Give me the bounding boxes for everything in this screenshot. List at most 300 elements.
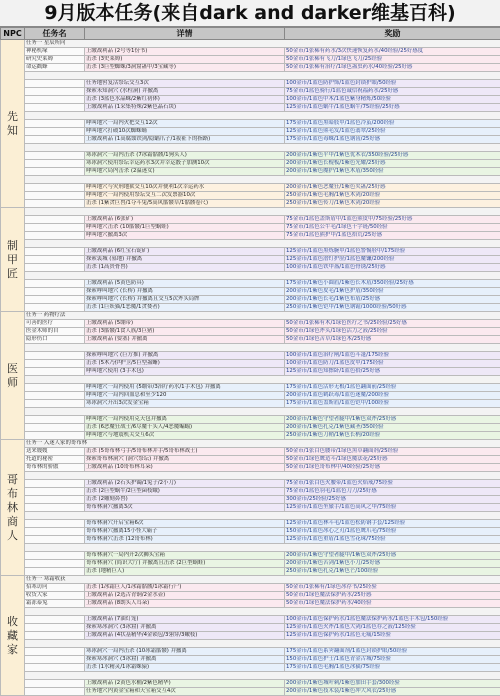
task-name: 送来嫂嫂 <box>25 448 85 456</box>
table-row <box>1 320 500 328</box>
section-row <box>1 240 500 248</box>
table-row <box>1 136 500 144</box>
task-reward: 125金币/1蓝色黑炼腕甲/1蓝色警惕胫甲/175经验 <box>285 248 500 256</box>
task-detail: 哮叫地穴击杀 (10骷髅/1巨型蜗蛙) <box>85 224 285 232</box>
task-reward: 125金币/1蓝色蜗牛/1蓝色蜗牛/75经验/25好感 <box>285 104 500 112</box>
table-row <box>1 584 500 592</box>
header-reward: 奖励 <box>285 28 500 40</box>
task-name <box>25 128 85 136</box>
section-label <box>25 608 500 616</box>
task-reward: 175金币/1紫色小圆盾/1紫色长木盾/350经验/25好感 <box>285 280 500 288</box>
section-row <box>1 640 500 648</box>
task-reward: 200金币/1紫色城叶刺/1紫色加田手套/300经验 <box>285 680 500 688</box>
header-detail: 详情 <box>85 28 285 40</box>
task-name: 收货大家 <box>25 592 85 600</box>
task-name <box>25 288 85 296</box>
task-reward: 125金币/1蓝色重盾/1蓝色雪花珠/75经验 <box>285 536 500 544</box>
section-label <box>25 408 500 416</box>
task-detail: 哮叫地穴一局内使用克天包并撤离 <box>85 416 285 424</box>
task-detail: 上缴战利品 (7油灯笼) <box>85 616 285 624</box>
task-name <box>25 536 85 544</box>
task-name <box>25 424 85 432</box>
npc-cell: 医 师 <box>1 312 25 440</box>
task-reward: 50金币/1绿色斧头/1绿色活力之液/25经验 <box>285 328 500 336</box>
task-reward: 50金币/1绿色魔法保护药水/25好感 <box>285 592 500 600</box>
table-row <box>1 120 500 128</box>
task-detail: 上缴战利品 (1采集特殊/2紫色晶石块) <box>85 104 285 112</box>
task-reward: 100金币/1蓝色治疗闸/1蓝色斗篷/175经验 <box>285 352 500 360</box>
task-reward: 175金币/1蓝色活形无根/1蓝色翻面前/25经验 <box>285 384 500 392</box>
task-name <box>25 256 85 264</box>
section-label: 任务一 药物疗法 <box>25 312 500 320</box>
task-detail: 探索哮叫地穴 (长桥) 并撤离且交互5次斧头局牌 <box>85 296 285 304</box>
task-detail: 上缴战利品 (5黄色防具) <box>85 280 285 288</box>
section-label <box>25 472 500 480</box>
task-name <box>25 624 85 632</box>
task-detail: 哮叫地穴使用 (3手术包) <box>85 368 285 376</box>
section-label <box>25 240 500 248</box>
task-detail: 上缴战利品 (4状基精华/4金锁包/3翎穿/3嫩枝) <box>85 632 285 640</box>
task-reward: 100金币/1蓝色保护药水/1蓝色魔法保护药水/1蓝色手术包/150经验 <box>285 616 500 624</box>
section-label: 任务一 入迷人家的哥布林 <box>25 440 500 448</box>
task-detail: 哥布林洞穴击杀 (12哥布林) <box>85 536 285 544</box>
table-row <box>1 360 500 368</box>
task-name: 哥布林的骄傲 <box>25 464 85 472</box>
task-reward: 250金币/1紫色铠甲/1紫色钢锯/1000经验/50好感 <box>285 304 500 312</box>
section-label <box>25 344 500 352</box>
task-name <box>25 248 85 256</box>
task-detail: 击杀 (1高贵骨兽) <box>85 264 285 272</box>
task-detail: 探索衷城 (墓地) 并撤离 <box>85 256 285 264</box>
task-detail: 上缴战利品 (6张矿) <box>85 216 285 224</box>
task-detail: 击杀 (2雕刻鼻兽) <box>85 496 285 504</box>
task-reward: 250金币/1紫色毛胸/1紫色木剑/20经验 <box>285 192 500 200</box>
task-detail: 探索寒冰洞穴 (3冰窟) 并撤离 <box>85 656 285 664</box>
task-name <box>25 168 85 176</box>
task-detail: 哥布林洞穴撤离3次 <box>85 504 285 512</box>
task-reward: 125金币/1蓝色知擦卧/1蓝色拾/25好感 <box>285 368 500 376</box>
task-name: 霜冻泰兔 <box>25 600 85 608</box>
task-name <box>25 528 85 536</box>
task-detail: 探索哮叫地穴 (巨方推) 并撤离 <box>85 352 285 360</box>
task-detail: 击杀 (地精巨人) <box>85 568 285 576</box>
section-row <box>1 72 500 80</box>
table-row <box>1 64 500 72</box>
table-row <box>1 168 500 176</box>
table-row <box>1 336 500 344</box>
task-reward: 50金币/1张稀有/1绿色冰存书/25经验 <box>285 584 500 592</box>
task-reward: 50金币/1绿色苦草/1绿色木/25好感 <box>285 336 500 344</box>
task-reward: 50金币/1张稀有药水/3次快速恢复药水/40经验/25好感度 <box>285 48 500 56</box>
task-detail: 探索哥布林洞穴 (洞穴祭坛) 并撤离 <box>85 456 285 464</box>
section-label <box>25 112 500 120</box>
table-row <box>1 200 500 208</box>
table-row <box>1 560 500 568</box>
section-label <box>25 544 500 552</box>
table-row <box>1 96 500 104</box>
task-reward: 75金币/1蓝色羽毛/1蓝色刀刀/25好感 <box>285 488 500 496</box>
table-row <box>1 192 500 200</box>
task-name <box>25 568 85 576</box>
task-detail: 哮叫地穴局内击杀 (2温迷女) <box>85 168 285 176</box>
task-name: 命运戳蜂 <box>25 64 85 72</box>
task-detail: 哥布林洞穴开启宝箱6次 <box>85 520 285 528</box>
task-reward: 200金币/1紫色皮毛/1紫色护盾/350经验 <box>285 288 500 296</box>
task-reward: 100金币/1蓝色防护饰/1蓝色封锁护眼/50经验 <box>285 80 500 88</box>
task-name <box>25 616 85 624</box>
section-row <box>1 344 500 352</box>
table-row <box>1 496 500 504</box>
table-row <box>1 536 500 544</box>
task-reward: 50金币/1张白色腰带/1绿色黑草翻面剂/25经验 <box>285 448 500 456</box>
task-name: 医金术师的自 <box>25 328 85 336</box>
task-detail: 击杀 (6恶魔狂战士/6尽魔千头人/4恶魔蝙蝠) <box>85 424 285 432</box>
task-reward: 150金币/1蓝色护士/1蓝色青金古城/75经验 <box>285 656 500 664</box>
task-reward: 200金币/1紫色魔护/1紫色木盾/350经验 <box>285 168 500 176</box>
task-name <box>25 416 85 424</box>
table-row <box>1 688 500 696</box>
task-detail: 上缴战利品 (2黄色水桶/2紫色精华) <box>85 680 285 688</box>
task-reward: 125金币/1蓝色潜钉护胫/1蓝色魔镰/200经验 <box>285 256 500 264</box>
table-row <box>1 160 500 168</box>
task-detail: 探索寒冰洞穴 (3冰窟) 并撤离 <box>85 624 285 632</box>
page-title: 9月版本任务(来自dark and darker维基百科) <box>0 0 500 27</box>
task-name <box>25 200 85 208</box>
section-row <box>1 272 500 280</box>
task-name <box>25 192 85 200</box>
table-row <box>1 504 500 512</box>
task-detail: 击杀 (3史莱姆) <box>85 56 285 64</box>
table-row <box>1 464 500 472</box>
task-detail: 击杀 (1紫贪巨兽/1夺斗兔/5高风骷髅草/1骷髅卷尺) <box>85 200 285 208</box>
task-reward: 75金币/1蓝色熊护甲/1蓝色拾荒/25好感 <box>285 232 500 240</box>
table-row <box>1 128 500 136</box>
task-name: 研究史莱姆 <box>25 56 85 64</box>
task-reward: 50金币/1张稀有治疗/1绿色蛊虫药水/40经验/25好感 <box>285 64 500 72</box>
section-row <box>1 608 500 616</box>
table-row <box>1 616 500 624</box>
task-detail: 上缴战利品 (8朗头人耳朵) <box>85 600 285 608</box>
table-row <box>1 392 500 400</box>
quest-table <box>0 27 500 696</box>
task-name <box>25 688 85 696</box>
task-detail: 击杀 (3蓝色水晶蛛/2紫红初体) <box>85 96 285 104</box>
section-row <box>1 440 500 448</box>
task-reward: 200金币/1紫色守望者腿甲/1紫色双斧/25好感 <box>285 552 500 560</box>
task-name <box>25 520 85 528</box>
task-detail: 哥布林洞穴一局内开2次狮头宝箱 <box>85 552 285 560</box>
section-row <box>1 544 500 552</box>
task-reward: 125金币/1蓝色坐旅手/1蓝色高风之甲/75经验 <box>285 504 500 512</box>
section-label: 任务一 寒霜收获 <box>25 576 500 584</box>
table-row <box>1 248 500 256</box>
task-detail: 哮叫地穴一局内火把交互12次 <box>85 120 285 128</box>
task-detail: 击杀 (3巨型蜘蛛/3洞窟蛊甲/3宝藏等) <box>85 64 285 72</box>
task-detail: 哥布林洞穴 (简识大厅) 并撤离且击杀 (2巨型蜗蛙) <box>85 560 285 568</box>
task-reward: 175金币/1蓝色毒蛛/1蓝色钢齿/25好感 <box>285 136 500 144</box>
table-row <box>1 600 500 608</box>
npc-cell: 哥 布 林 商 人 <box>1 440 25 576</box>
task-detail: 击杀 (3骷髅/1食人族/3巨猪) <box>85 328 285 336</box>
task-name <box>25 296 85 304</box>
table-row <box>1 552 500 560</box>
task-detail: 上缴战利品 (要塞) 并撤离 <box>85 336 285 344</box>
task-reward: 200金币/1紫色守望者腿甲/1紫色双斧/25好感 <box>285 416 500 424</box>
task-reward: 50金币/1绿色鹰造斗/1绿色魔法花/25好感 <box>285 456 500 464</box>
task-detail: 寒冰洞穴开出3次发金宝箱 <box>85 400 285 408</box>
section-row <box>1 312 500 320</box>
task-reward: 75金币/1张白色火腰带/1蓝色火焰戒/75经验 <box>285 480 500 488</box>
task-reward: 175金币/1蓝色系霁翻面剂/1蓝色封锁护眼/50经验 <box>285 648 500 656</box>
task-name <box>25 480 85 488</box>
task-name <box>25 304 85 312</box>
npc-cell: 收 藏 家 <box>1 576 25 696</box>
task-reward: 75金币/1蓝色公牛毛/1绿色十字链/50经验 <box>285 224 500 232</box>
task-reward: 200金币/1紫色长棍板/1紫色光耀/25好感 <box>285 160 500 168</box>
task-name <box>25 184 85 192</box>
section-label <box>25 512 500 520</box>
section-label <box>25 72 500 80</box>
task-detail: 上缴战利品 (1高腐蚀铁剑/隐蝠爪子/1祓祉下的指路) <box>85 136 285 144</box>
task-reward: 150金币/1蓝色冰心之刃/1蓝色鹰爪毛/75经验 <box>285 528 500 536</box>
task-name <box>25 224 85 232</box>
task-name <box>25 80 85 88</box>
table-row <box>1 680 500 688</box>
task-reward: 100金币/1蓝色铁甲盔/1蓝色骨锈/25好感 <box>285 264 500 272</box>
header-task: 任务名 <box>25 28 85 40</box>
table-row <box>1 480 500 488</box>
section-label <box>25 176 500 184</box>
task-name <box>25 152 85 160</box>
task-detail: 任务地窖复活祭坛交互3次 <box>85 80 285 88</box>
task-reward: 100金币/1蓝色中木/1蓝色紫身精炼/50经验 <box>285 96 500 104</box>
section-row <box>1 376 500 384</box>
section-row <box>1 144 500 152</box>
task-name <box>25 280 85 288</box>
task-name <box>25 352 85 360</box>
table-row <box>1 232 500 240</box>
task-detail: 哮叫地穴一局内回血总和至少120 <box>85 392 285 400</box>
task-name <box>25 400 85 408</box>
section-row <box>1 112 500 120</box>
table-row <box>1 224 500 232</box>
task-name <box>25 160 85 168</box>
quest-table-body <box>1 40 500 696</box>
task-detail: 任务地穴内黄金宝箱和天宝箱交互4次 <box>85 688 285 696</box>
task-name <box>25 384 85 392</box>
task-reward: 75金币/1蓝色骑行/1蓝色诚信祝福药水/25好感 <box>285 88 500 96</box>
task-name: 招寒访问 <box>25 584 85 592</box>
task-name <box>25 656 85 664</box>
task-name: 托道的秘密 <box>25 456 85 464</box>
task-reward: 200金币/1紫色技术装/1紫色冲大风衣/25好感 <box>285 688 500 696</box>
section-label <box>25 640 500 648</box>
task-name: 可善的医疗 <box>25 320 85 328</box>
task-detail: 上缴战利品 (2石头护镯/1兔子/2小刀) <box>85 480 285 488</box>
table-row <box>1 624 500 632</box>
task-reward: 50金币/1绿色哥布林甲/40经验/25好感 <box>285 464 500 472</box>
table-row <box>1 256 500 264</box>
task-detail: 探索哮叫地穴 (长桥) 并撤离 <box>85 288 285 296</box>
npc-cell: 制 甲 匠 <box>1 208 25 312</box>
table-row <box>1 296 500 304</box>
task-name <box>25 432 85 440</box>
table-row <box>1 568 500 576</box>
task-reward: 200金币/1紫色扎克/1紫色藏圣/350经验 <box>285 424 500 432</box>
table-row <box>1 88 500 96</box>
table-row <box>1 304 500 312</box>
task-name <box>25 88 85 96</box>
task-name <box>25 504 85 512</box>
task-name <box>25 136 85 144</box>
task-reward: 200金币/1紫色恶魔狂/1紫色夹蛊/25好感 <box>285 184 500 192</box>
task-reward: 125金币/1蓝色林斗毛/1蓝色松防钢手套/125经验 <box>285 520 500 528</box>
table-row <box>1 184 500 192</box>
task-detail: 寒冰洞穴一局内击杀 (7冰霜骷髅/1狗头人) <box>85 152 285 160</box>
table-row <box>1 104 500 112</box>
task-name <box>25 264 85 272</box>
table-row <box>1 448 500 456</box>
table-row <box>1 368 500 376</box>
task-reward: 200金币/1紫色苦剑/1紫色小刀/25好感 <box>285 560 500 568</box>
task-detail: 哥布林洞穴撤离15小怪大霸子 <box>85 528 285 536</box>
task-reward: 175金币/1蓝色黑暗肢甲/1蓝色冷茧/200经验 <box>285 120 500 128</box>
task-name <box>25 368 85 376</box>
table-row <box>1 488 500 496</box>
task-reward: 50金币/1绿色魔法保护药水/40经验 <box>285 600 500 608</box>
task-detail: 哮叫地穴与灾刑地狱交互10次并便利1次幸运药水 <box>85 184 285 192</box>
task-detail: 击杀 (2巨型蜗牛/2巨型菌枝蛾) <box>85 488 285 496</box>
task-reward: 250金币/1紫色传刀/1紫色木剑/20经验 <box>285 200 500 208</box>
section-label <box>25 672 500 680</box>
section-row <box>1 672 500 680</box>
task-detail: 上缴战利品 (2选古青铜/2金水壶) <box>85 592 285 600</box>
header-row <box>1 28 500 40</box>
task-reward: 250金币/1紫色扎克/1紫色芒/100经验 <box>285 568 500 576</box>
task-name: 隐形伤口 <box>25 336 85 344</box>
table-row <box>1 456 500 464</box>
section-row <box>1 208 500 216</box>
task-reward: 100金币/1蓝色防刀/1蓝色皮甲/175经验 <box>285 360 500 368</box>
section-label <box>25 144 500 152</box>
task-name <box>25 680 85 688</box>
table-row <box>1 520 500 528</box>
task-detail: 击杀 (5木乃伊护卫/5巨型蛊蜥) <box>85 360 285 368</box>
task-name <box>25 96 85 104</box>
task-detail: 哮叫地穴与地震机关交互6次 <box>85 432 285 440</box>
task-name <box>25 496 85 504</box>
task-name <box>25 120 85 128</box>
task-detail: 上缴战利品 (5绷带) <box>85 320 285 328</box>
task-reward: 175金币/1蓝色盖斯盾/1蓝色铠甲/100经验 <box>285 400 500 408</box>
table-row <box>1 592 500 600</box>
task-reward: 125金币/1蓝色火斧/1蓝色大剑/1蓝色存之液/125经验 <box>285 624 500 632</box>
task-detail: 上缴战利品 (2号等1份书) <box>85 48 285 56</box>
task-detail: 寒冰洞穴使用祭坛幸运药水3次并幸运骰子加测10次 <box>85 160 285 168</box>
task-reward: 75金币/1蓝色盖斯盾甲/1蓝色熊皮甲/75经验/25好感 <box>285 216 500 224</box>
section-row <box>1 576 500 584</box>
task-reward: 50金币/1张稀有飞刀/1绿色飞刀/25经验 <box>285 56 500 64</box>
table-row <box>1 664 500 672</box>
task-reward: 125金币/1蓝色熊毛发/1蓝色翡翠/25经验 <box>285 128 500 136</box>
task-detail: 哮叫地穴打破10次蜘蛛蛹 <box>85 128 285 136</box>
task-name <box>25 552 85 560</box>
task-name: 神秘机缘 <box>25 48 85 56</box>
section-label: 任务一 星辰所向 <box>25 40 500 48</box>
task-name <box>25 488 85 496</box>
section-row <box>1 40 500 48</box>
section-label <box>25 272 500 280</box>
task-reward: 50金币/1张稀有木/1绿色医疗之书/25经验/25好感 <box>285 320 500 328</box>
table-row <box>1 280 500 288</box>
table-row <box>1 424 500 432</box>
section-label <box>25 208 500 216</box>
task-detail: 哮叫地穴一局内使用祭坛交互二次发票器10次 <box>85 192 285 200</box>
section-row <box>1 176 500 184</box>
table-row <box>1 384 500 392</box>
npc-cell: 先 知 <box>1 40 25 208</box>
task-name <box>25 392 85 400</box>
task-reward: 125金币/1蓝色保护药水/1蓝色无痛/15经验 <box>285 632 500 640</box>
task-detail: 哮叫地穴一局内使用 (5绷带/3治疗药水/1手术包) 并撤离 <box>85 384 285 392</box>
table-row <box>1 80 500 88</box>
task-reward: 300金币/25经验/25好感 <box>285 496 500 504</box>
task-detail: 击杀 (1冰霜巨人/1冰霜骷髅/1冰霜行尸) <box>85 584 285 592</box>
table-row <box>1 264 500 272</box>
header-npc: NPC <box>1 28 25 40</box>
task-detail: 击杀 (1巨妖猫/1恶魔/1贪婪者) <box>85 304 285 312</box>
task-name <box>25 664 85 672</box>
table-row <box>1 528 500 536</box>
section-row <box>1 472 500 480</box>
table-row <box>1 432 500 440</box>
table-row <box>1 648 500 656</box>
task-reward: 200金币/1紫色平甲/1紫色优木衣/350经验/25好感 <box>285 152 500 160</box>
task-reward: 175金币/1蓝色毛胸/1蓝色冰猫/75经验 <box>285 664 500 672</box>
task-reward: 200金币/1紫色长毛/1紫色布盾/25好感 <box>285 296 500 304</box>
task-name <box>25 648 85 656</box>
section-row <box>1 512 500 520</box>
table-row <box>1 288 500 296</box>
task-name <box>25 216 85 224</box>
task-name <box>25 560 85 568</box>
task-name <box>25 104 85 112</box>
table-row <box>1 216 500 224</box>
table-row <box>1 328 500 336</box>
table-row <box>1 400 500 408</box>
section-row <box>1 408 500 416</box>
table-row <box>1 352 500 360</box>
task-reward: 200金币/1蓝色鹤跃毒/1蓝色迷魔/200经验 <box>285 392 500 400</box>
table-row <box>1 416 500 424</box>
section-label <box>25 376 500 384</box>
task-detail: 击杀 (1水精灵/1冰霜蛛猿) <box>85 664 285 672</box>
task-name <box>25 232 85 240</box>
table-row <box>1 656 500 664</box>
task-reward: 250金币/1紫色刀鞘/1紫色长柄/20经验 <box>285 432 500 440</box>
table-row <box>1 48 500 56</box>
task-detail: 击杀 (5哥布林弓手/5哥布林并手/5哥布林战士) <box>85 448 285 456</box>
task-detail: 上缴战利品 (10哥布林耳朵) <box>85 464 285 472</box>
table-row <box>1 632 500 640</box>
task-detail: 上缴战利品 (6红宝石锭矿) <box>85 248 285 256</box>
task-detail: 探索未知洞穴 (水柱洞) 并撤离 <box>85 88 285 96</box>
table-row <box>1 152 500 160</box>
task-name <box>25 632 85 640</box>
task-name <box>25 360 85 368</box>
task-detail: 寒冰洞穴一局内击杀 (10冰霜骷髅) 并撤离 <box>85 648 285 656</box>
task-detail: 哮叫地穴撤离3次 <box>85 232 285 240</box>
